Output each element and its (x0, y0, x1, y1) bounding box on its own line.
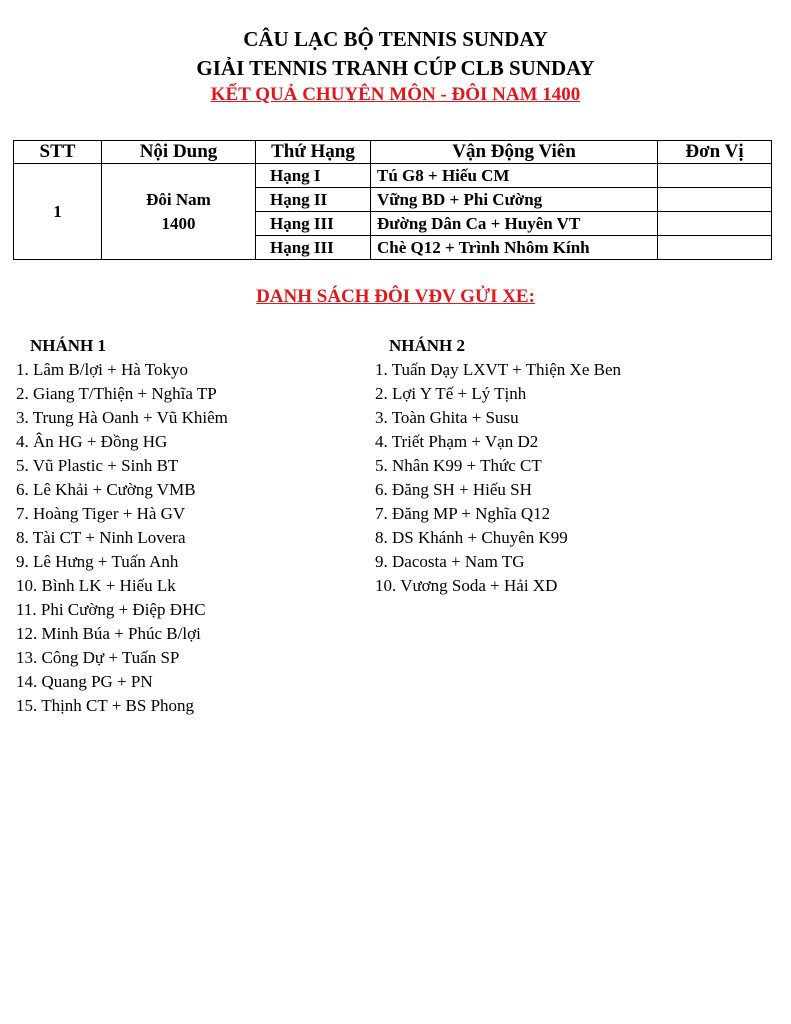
col-rank: Thứ Hạng (256, 141, 371, 164)
branch-1-title: NHÁNH 1 (30, 336, 107, 355)
list-item: 8. Tài CT + Ninh Lovera (16, 528, 186, 547)
tournament-title: GIẢI TENNIS TRANH CÚP CLB SUNDAY (196, 56, 595, 80)
list-item: 10. Vương Soda + Hải XD (375, 576, 558, 595)
unit-cell (658, 164, 772, 188)
list-item: 4. Triết Phạm + Vạn D2 (375, 432, 539, 451)
list-item: 7. Hoàng Tiger + Hà GV (16, 504, 186, 523)
event-cell (102, 164, 256, 260)
list-item: 1. Tuấn Dạy LXVT + Thiện Xe Ben (375, 360, 622, 379)
rank-cell: Hạng II (256, 188, 371, 212)
branch-1-list (16, 358, 228, 718)
list-item: 1. Lâm B/lợi + Hà Tokyo (16, 360, 188, 379)
list-item: 4. Ân HG + Đồng HG (16, 432, 168, 451)
table-row (14, 164, 772, 188)
club-title: CÂU LẠC BỘ TENNIS SUNDAY (243, 27, 548, 51)
rank-cell: Hạng III (256, 236, 371, 260)
list-item: 8. DS Khánh + Chuyên K99 (375, 528, 568, 547)
unit-cell (658, 188, 772, 212)
branch-2 (375, 334, 621, 598)
list-item: 5. Nhân K99 + Thức CT (375, 456, 542, 475)
list-item: 12. Minh Búa + Phúc B/lợi (16, 624, 201, 643)
col-unit: Đơn Vị (658, 141, 772, 164)
col-event: Nội Dung (102, 141, 256, 164)
players-cell: Chè Q12 + Trình Nhôm Kính (371, 236, 658, 260)
players-cell: Tú G8 + Hiếu CM (371, 164, 658, 188)
results-table (13, 140, 772, 260)
list-item: 9. Dacosta + Nam TG (375, 552, 525, 571)
list-item: 11. Phi Cường + Điệp ĐHC (16, 600, 206, 619)
list-item: 14. Quang PG + PN (16, 672, 153, 691)
event-line2: 1400 (161, 213, 196, 233)
stt-cell: 1 (14, 164, 102, 260)
results-title: KẾT QUẢ CHUYÊN MÔN - ĐÔI NAM 1400 (210, 84, 581, 105)
list-item: 2. Lợi Y Tế + Lý Tịnh (375, 384, 527, 403)
players-cell: Đường Dân Ca + Huyên VT (371, 212, 658, 236)
parking-list-title: DANH SÁCH ĐÔI VĐV GỬI XE: (256, 286, 535, 307)
list-item: 10. Bình LK + Hiếu Lk (16, 576, 176, 595)
list-item: 6. Đăng SH + Hiếu SH (375, 480, 532, 499)
list-item: 5. Vũ Plastic + Sinh BT (16, 456, 179, 475)
list-item: 3. Toàn Ghita + Susu (375, 408, 519, 427)
players-cell: Vững BD + Phi Cường (371, 188, 658, 212)
results-header-row (14, 141, 772, 164)
unit-cell (658, 236, 772, 260)
list-item: 6. Lê Khải + Cường VMB (16, 480, 196, 499)
list-item: 15. Thịnh CT + BS Phong (16, 696, 195, 715)
list-item: 2. Giang T/Thiện + Nghĩa TP (16, 384, 217, 403)
list-item: 3. Trung Hà Oanh + Vũ Khiêm (16, 408, 228, 427)
unit-cell (658, 212, 772, 236)
branch-1 (16, 334, 228, 718)
list-item: 13. Công Dự + Tuấn SP (16, 648, 180, 667)
list-item: 7. Đăng MP + Nghĩa Q12 (375, 504, 551, 523)
col-players: Vận Động Viên (371, 141, 658, 164)
branch-2-title: NHÁNH 2 (389, 336, 466, 355)
list-item: 9. Lê Hưng + Tuấn Anh (16, 552, 179, 571)
col-stt: STT (14, 141, 102, 164)
rank-cell: Hạng III (256, 212, 371, 236)
branch-2-list (375, 358, 621, 598)
event-line1: Đôi Nam (146, 189, 211, 209)
rank-cell: Hạng I (256, 164, 371, 188)
